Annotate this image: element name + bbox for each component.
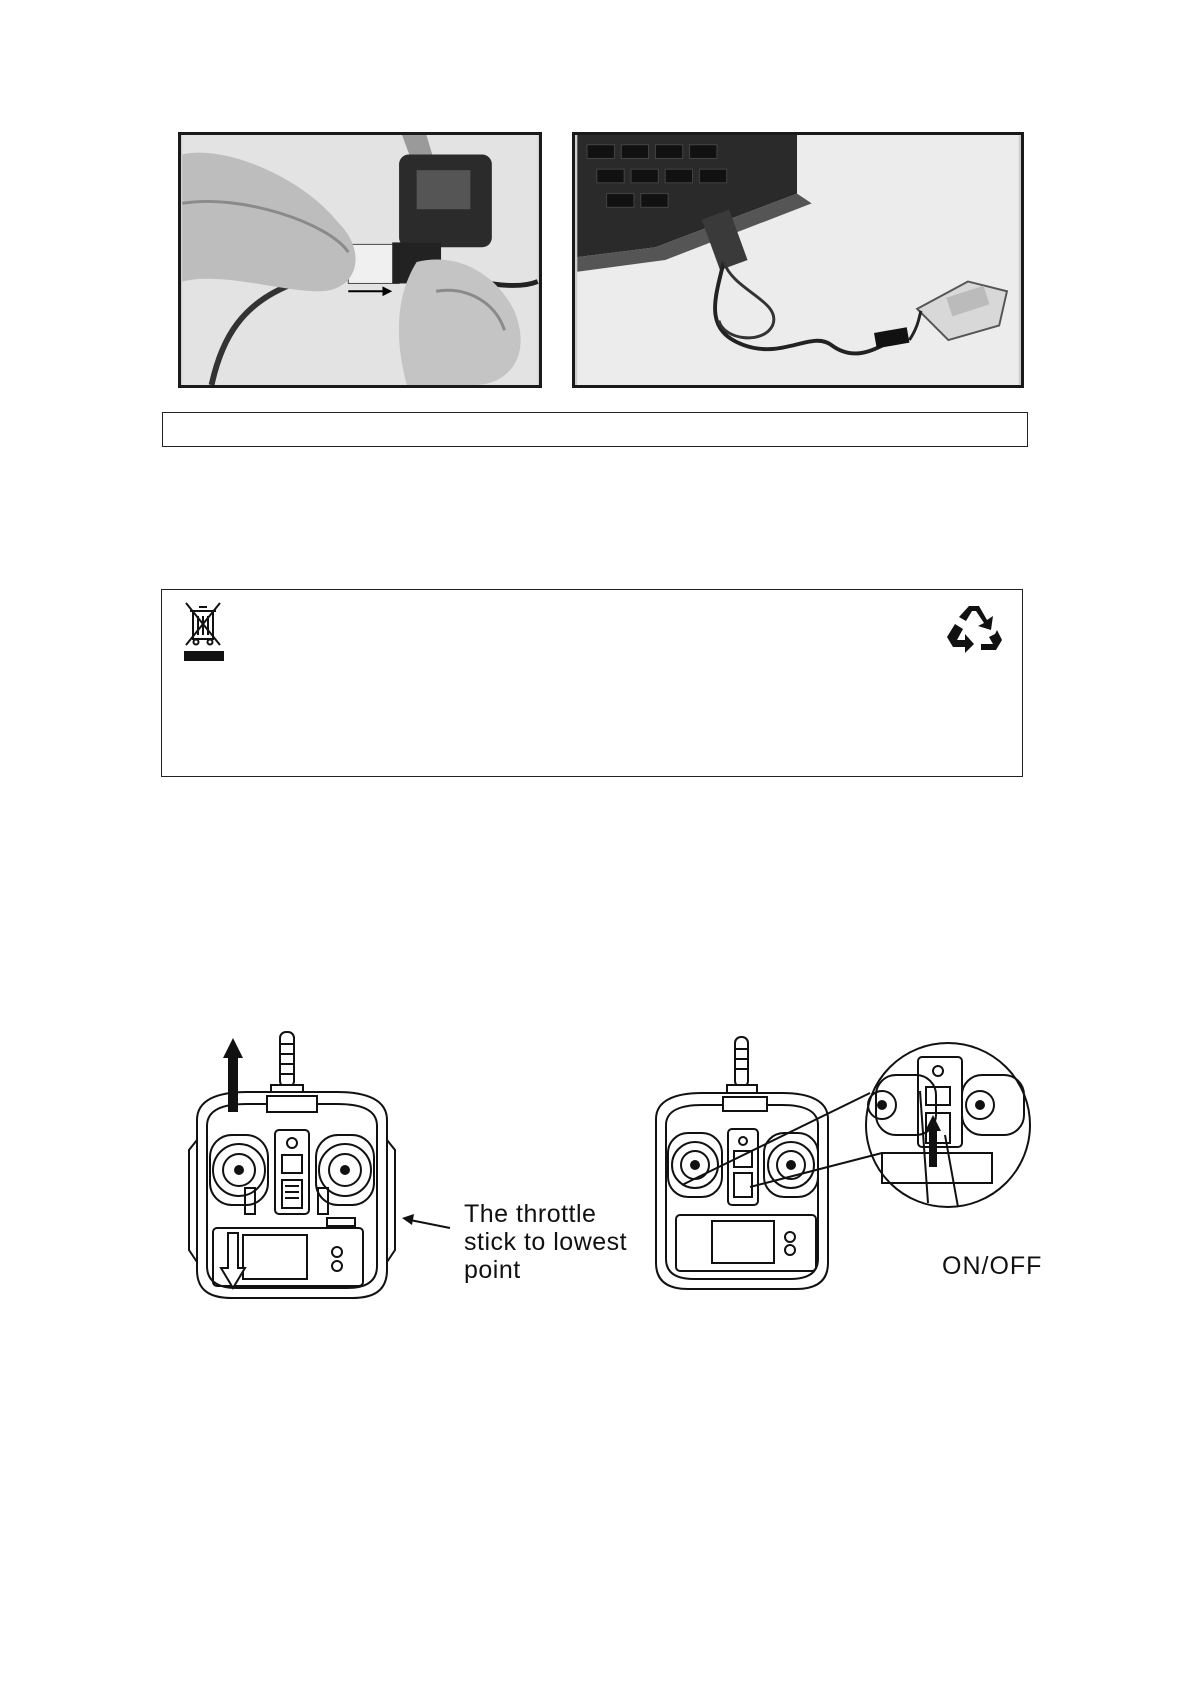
throttle-label-line3: point (464, 1256, 521, 1284)
laptop-usb-charger-icon (575, 135, 1021, 385)
hand-connecting-charger-icon (181, 135, 539, 385)
photo-caption-text (163, 413, 1027, 425)
disposal-info-box (161, 589, 1023, 777)
throttle-label-line1: The throttle (464, 1200, 597, 1228)
charger-connection-photo (178, 132, 542, 388)
on-off-label: ON/OFF (942, 1252, 1043, 1280)
photo-caption-box (162, 412, 1028, 447)
laptop-charging-photo (572, 132, 1024, 388)
recycle-icon (945, 604, 1003, 654)
pointer-arrow-icon (400, 1212, 452, 1234)
crossed-out-bin-icon (180, 601, 226, 661)
throttle-label-line2: stick to lowest (464, 1228, 628, 1256)
transmitter-icon (187, 1030, 397, 1302)
